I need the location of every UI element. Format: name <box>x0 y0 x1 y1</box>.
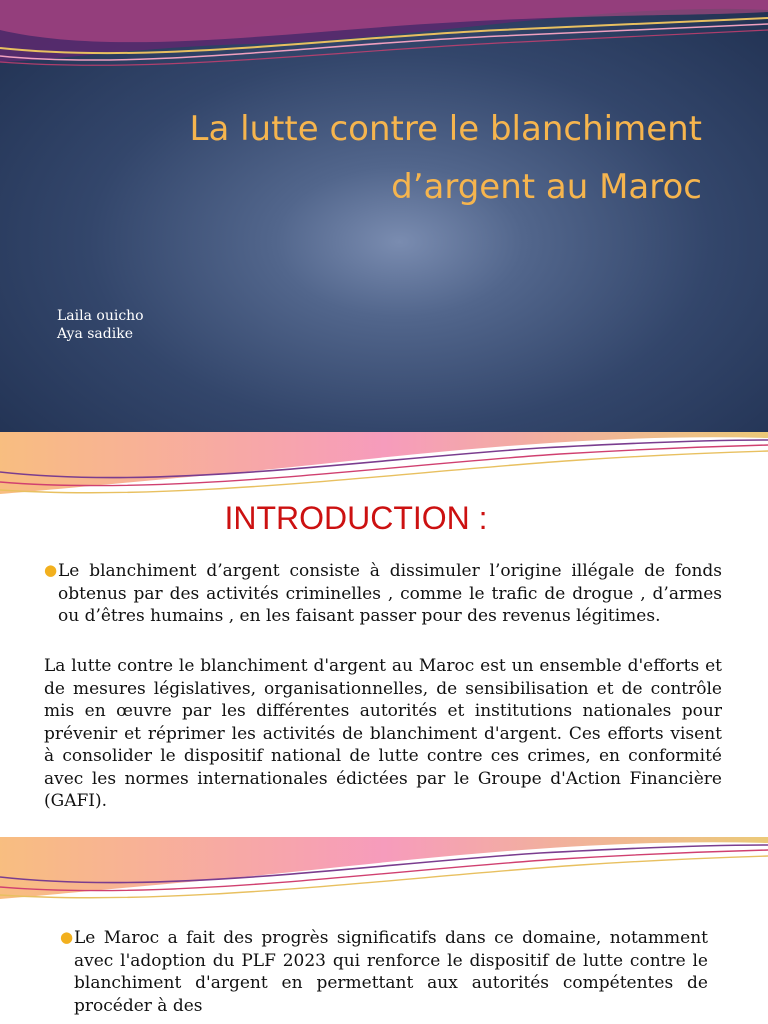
author-name: Laila ouicho <box>57 308 144 324</box>
introduction-slide <box>0 432 768 837</box>
bullet-icon: ● <box>60 928 74 946</box>
presentation-title <box>62 100 702 216</box>
body-paragraph: La lutte contre le blanchiment d'argent au Maroc est un ensemble d'efforts et de mesures législatives, organisationnelles, de sensibilisation et de contrôle mis en œuvre par les différentes autorités et institutions nationales pour prévenir et réprimer les activités de blanchiment d'argent. Ces efforts visent à consolider le dispositif national de lutte contre ces crimes, en conformité avec les normes internationales édictées par le Groupe d'Action Financière (GAFI). <box>44 656 722 811</box>
bullet-text: Le Maroc a fait des progrès significatifs dans ce domaine, notamment avec l'adoption du PLF 2023 qui renforce le dispositif de lutte contre le blanchiment d'argent en permettant aux autorités compétentes de procéder à des <box>74 928 708 1016</box>
top-wave-banner <box>0 432 768 502</box>
content-slide <box>0 837 768 1024</box>
bullet-text: Le blanchiment d’argent consiste à dissimuler l’origine illégale de fonds obtenus par des activités criminelles , comme le trafic de drogue , d’armes ou d’êtres humains , en les faisant passer pour des revenus légitimes. <box>58 561 722 626</box>
bullet-item <box>44 560 722 628</box>
slide-heading: INTRODUCTION : <box>224 500 488 536</box>
title-line-2: d’argent au Maroc <box>391 167 702 207</box>
author-name: Aya sadike <box>57 326 133 342</box>
title-line-1: La lutte contre le blanchiment <box>189 109 702 149</box>
author-list <box>57 307 144 343</box>
top-wave-banner <box>0 837 768 907</box>
bullet-item <box>60 927 708 1017</box>
title-slide <box>0 0 768 432</box>
top-wave-banner <box>0 0 768 80</box>
bullet-icon: ● <box>44 561 58 579</box>
